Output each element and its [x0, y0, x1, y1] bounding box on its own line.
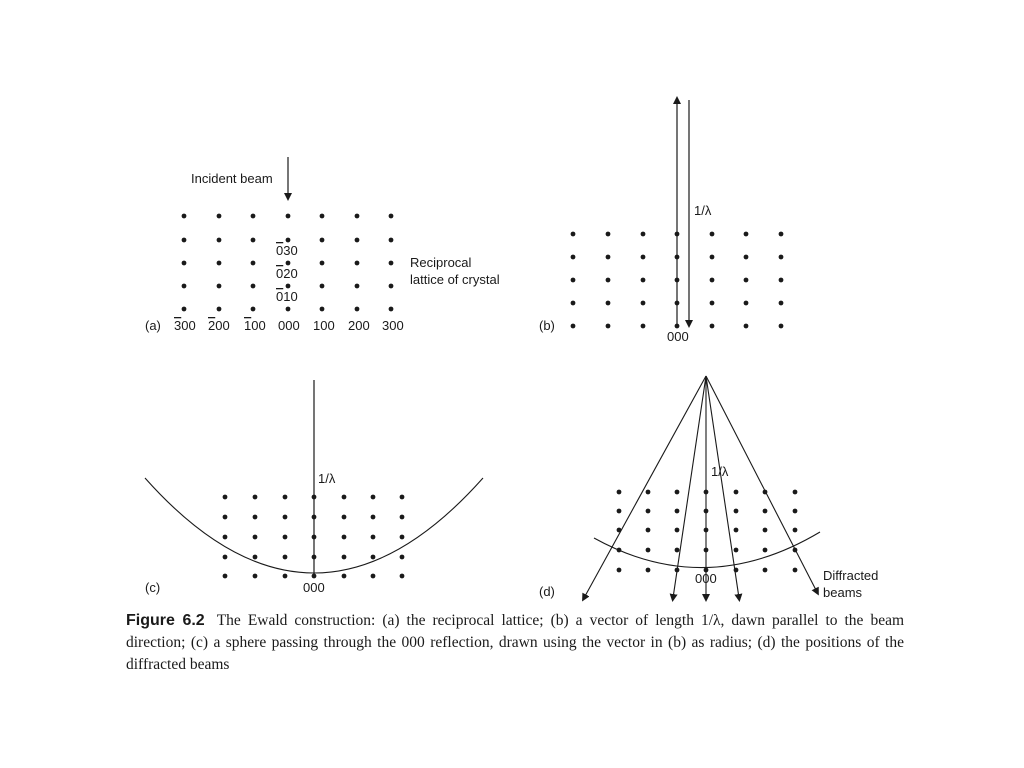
panel-a-lattice-point: [355, 307, 360, 312]
panel-d-label: (d): [539, 584, 555, 599]
panel-b-lattice-point: [710, 301, 715, 306]
panel-d-lattice-point: [793, 568, 798, 573]
panel-b-vector-label: 1/λ: [694, 203, 712, 218]
panel-a-col-label-100: 100: [313, 318, 335, 333]
panel-d-lattice-point: [646, 509, 651, 514]
panel-a-lattice-point: [182, 284, 187, 289]
panel-a-lattice-point: [355, 284, 360, 289]
panel-b-lattice-point: [779, 324, 784, 329]
panel-b-lattice-point: [744, 324, 749, 329]
panel-a-lattice-point: [320, 238, 325, 243]
panel-a-lattice-point: [389, 284, 394, 289]
panel-c-origin-label: 000: [303, 580, 325, 595]
panel-b-lattice-point: [606, 278, 611, 283]
panel-c-lattice-point: [342, 574, 347, 579]
panel-a-col-label-200: 200: [348, 318, 370, 333]
panel-c-lattice-point: [400, 535, 405, 540]
panel-b-lattice-point: [710, 232, 715, 237]
panel-b-lattice-point: [641, 324, 646, 329]
panel-b-lattice-point: [779, 301, 784, 306]
panel-a-col-label-000: 000: [278, 318, 300, 333]
figure-caption: [126, 610, 904, 676]
panel-a-lattice-point: [320, 214, 325, 219]
panel-a-lattice-point: [286, 238, 291, 243]
panel-d-lattice-point: [734, 528, 739, 533]
panel-a-lattice-point: [355, 238, 360, 243]
panel-a-lattice-point: [217, 307, 222, 312]
panel-b-lattice-point: [779, 278, 784, 283]
panel-c-lattice-point: [283, 535, 288, 540]
panel-c-lattice-point: [253, 555, 258, 560]
panel-c-vector-label: 1/λ: [318, 471, 336, 486]
panel-c-lattice-point: [283, 515, 288, 520]
panel-c-lattice-point: [342, 555, 347, 560]
panel-b-lattice-point: [710, 278, 715, 283]
panel-a-lattice-point: [182, 238, 187, 243]
panel-a-lattice-point: [389, 214, 394, 219]
panel-b-lattice-point: [606, 301, 611, 306]
panel-a-row-label-010: 010: [276, 289, 298, 304]
panel-d-lattice-point: [763, 548, 768, 553]
panel-c-lattice-point: [371, 555, 376, 560]
panel-a-lattice-point: [355, 214, 360, 219]
panel-d-origin-label: 000: [695, 571, 717, 586]
panel-d-lattice-point: [646, 548, 651, 553]
panel-b-lattice-point: [710, 255, 715, 260]
panel-c-lattice-point: [400, 574, 405, 579]
panel-c-lattice-point: [400, 515, 405, 520]
panel-a-lattice-point: [182, 261, 187, 266]
panel-a-lattice-point: [251, 238, 256, 243]
panel-b-lattice-point: [779, 255, 784, 260]
panel-a-col-label-200-bar: 200: [208, 318, 230, 333]
panel-d-diffracted-beams: [584, 376, 817, 598]
panel-d-diffracted-beam-arrow: [706, 376, 817, 592]
panel-a-lattice-point: [286, 284, 291, 289]
panel-a-lattice-point: [355, 261, 360, 266]
panel-a-lattice-point: [217, 238, 222, 243]
panel-b-lattice-point: [744, 232, 749, 237]
panel-c-lattice-point: [342, 535, 347, 540]
panel-c-lattice-point: [283, 574, 288, 579]
panel-a-lattice-point: [286, 214, 291, 219]
panel-a-lattice-point: [217, 261, 222, 266]
panel-a-lattice-point: [217, 284, 222, 289]
panel-c-lattice-point: [371, 574, 376, 579]
panel-d-lattice-point: [734, 509, 739, 514]
panel-d-lattice-point: [793, 490, 798, 495]
panel-d-lattice-point: [763, 568, 768, 573]
panel-d-vector-label: 1/λ: [711, 464, 729, 479]
panel-a-lattice-point: [182, 214, 187, 219]
panel-b-lattice-point: [571, 232, 576, 237]
panel-d-lattice-point: [646, 490, 651, 495]
panel-d-lattice-point: [793, 509, 798, 514]
panel-d-lattice-point: [763, 509, 768, 514]
panel-b-lattice-point: [710, 324, 715, 329]
panel-a-lattice-point: [251, 307, 256, 312]
panel-c-lattice-point: [342, 515, 347, 520]
panel-d-lattice-point: [617, 568, 622, 573]
panel-c-lattice-point: [223, 535, 228, 540]
panel-b-lattice-point: [744, 301, 749, 306]
panel-b-lattice-point: [606, 255, 611, 260]
panel-b-lattice-point: [744, 255, 749, 260]
panel-a-col-label-300-bar: 300: [174, 318, 196, 333]
panel-b-lattice-point: [571, 301, 576, 306]
figure-label: Figure 6.2: [126, 612, 205, 629]
panel-c-lattice-point: [400, 495, 405, 500]
panel-c-lattice-point: [223, 555, 228, 560]
panel-b-origin-label: 000: [667, 329, 689, 344]
panel-d-lattice-point: [793, 528, 798, 533]
panel-c-lattice-point: [283, 495, 288, 500]
panel-a-row-label-020: 020: [276, 266, 298, 281]
panel-c-lattice-point: [283, 555, 288, 560]
panel-d-lattice-point: [675, 548, 680, 553]
panel-b-lattice-point: [641, 278, 646, 283]
panel-a-lattice-point: [182, 307, 187, 312]
panel-a-incident-beam-label: Incident beam: [191, 171, 273, 186]
panel-b-lattice-point: [571, 278, 576, 283]
panel-b-label: (b): [539, 318, 555, 333]
panel-a-lattice-point: [251, 284, 256, 289]
panel-c-lattice-point: [253, 495, 258, 500]
panel-d-lattice-point: [734, 490, 739, 495]
panel-a-lattice-point: [251, 214, 256, 219]
panel-b-lattice-point: [606, 232, 611, 237]
panel-a-lattice-point: [286, 261, 291, 266]
panel-d: [539, 376, 878, 600]
panel-b-lattice-point: [606, 324, 611, 329]
panel-d-lattice-point: [646, 568, 651, 573]
panel-a-lattice-point: [320, 284, 325, 289]
panel-a-lattice-point: [389, 261, 394, 266]
panel-d-diffracted-label-line1: Diffracted: [823, 568, 879, 583]
panel-d-lattice-point: [675, 490, 680, 495]
panel-c-lattice-point: [371, 495, 376, 500]
panel-c-lattice-point: [400, 555, 405, 560]
panel-b-lattice-point: [641, 301, 646, 306]
panel-c-lattice-point: [223, 495, 228, 500]
panel-b-lattice-point: [571, 324, 576, 329]
panel-d-lattice-point: [646, 528, 651, 533]
panel-d-lattice-point: [675, 509, 680, 514]
panel-d-lattice-point: [617, 490, 622, 495]
panel-d-diffracted-label-line2: beams: [823, 585, 863, 600]
panel-a-lattice-point: [286, 307, 291, 312]
panel-a-lattice-point: [251, 261, 256, 266]
panel-c-lattice-point: [253, 574, 258, 579]
panel-a-reciprocal-label-line2: lattice of crystal: [410, 272, 500, 287]
panel-a-lattice-point: [389, 238, 394, 243]
panel-b-lattice-point: [641, 255, 646, 260]
panel-a-col-label-100-bar: 100: [244, 318, 266, 333]
panel-a-lattice-point: [320, 307, 325, 312]
caption-text: The Ewald construction: (a) the reciprocal lattice; (b) a vector of length 1/λ, dawn parallel to the beam direction; (c) a sphere passing through the 000 reflection, drawn using the vector in (b) as radius; (d) the positions of the diffracted beams: [126, 612, 905, 673]
panel-b-lattice-point: [571, 255, 576, 260]
panel-b: [539, 100, 783, 344]
panel-c-label: (c): [145, 580, 161, 595]
panel-a: [145, 157, 500, 333]
panel-a-lattice-point: [389, 307, 394, 312]
panel-b-lattice-point: [641, 232, 646, 237]
panel-d-lattice-point: [617, 509, 622, 514]
panel-c-lattice-point: [371, 515, 376, 520]
panel-a-lattice-point: [320, 261, 325, 266]
panel-a-lattice-point: [217, 214, 222, 219]
panel-b-lattice-point: [744, 278, 749, 283]
panel-a-reciprocal-label-line1: Reciprocal: [410, 255, 472, 270]
panel-d-lattice-point: [763, 528, 768, 533]
panel-b-lattice-point: [779, 232, 784, 237]
panel-d-lattice-point: [734, 548, 739, 553]
panel-c-lattice-point: [371, 535, 376, 540]
panel-d-diffracted-beam-arrow: [584, 376, 706, 598]
panel-c-lattice-point: [342, 495, 347, 500]
panel-c-lattice-point: [223, 574, 228, 579]
panel-c-lattice-point: [253, 515, 258, 520]
panel-c: [145, 380, 483, 595]
panel-a-label: (a): [145, 318, 161, 333]
panel-a-col-label-300: 300: [382, 318, 404, 333]
panel-a-row-label-030: 030: [276, 243, 298, 258]
panel-d-diffracted-beam-arrow: [673, 376, 706, 598]
panel-c-lattice-point: [223, 515, 228, 520]
panel-d-lattice-point: [675, 528, 680, 533]
panel-c-lattice-point: [253, 535, 258, 540]
